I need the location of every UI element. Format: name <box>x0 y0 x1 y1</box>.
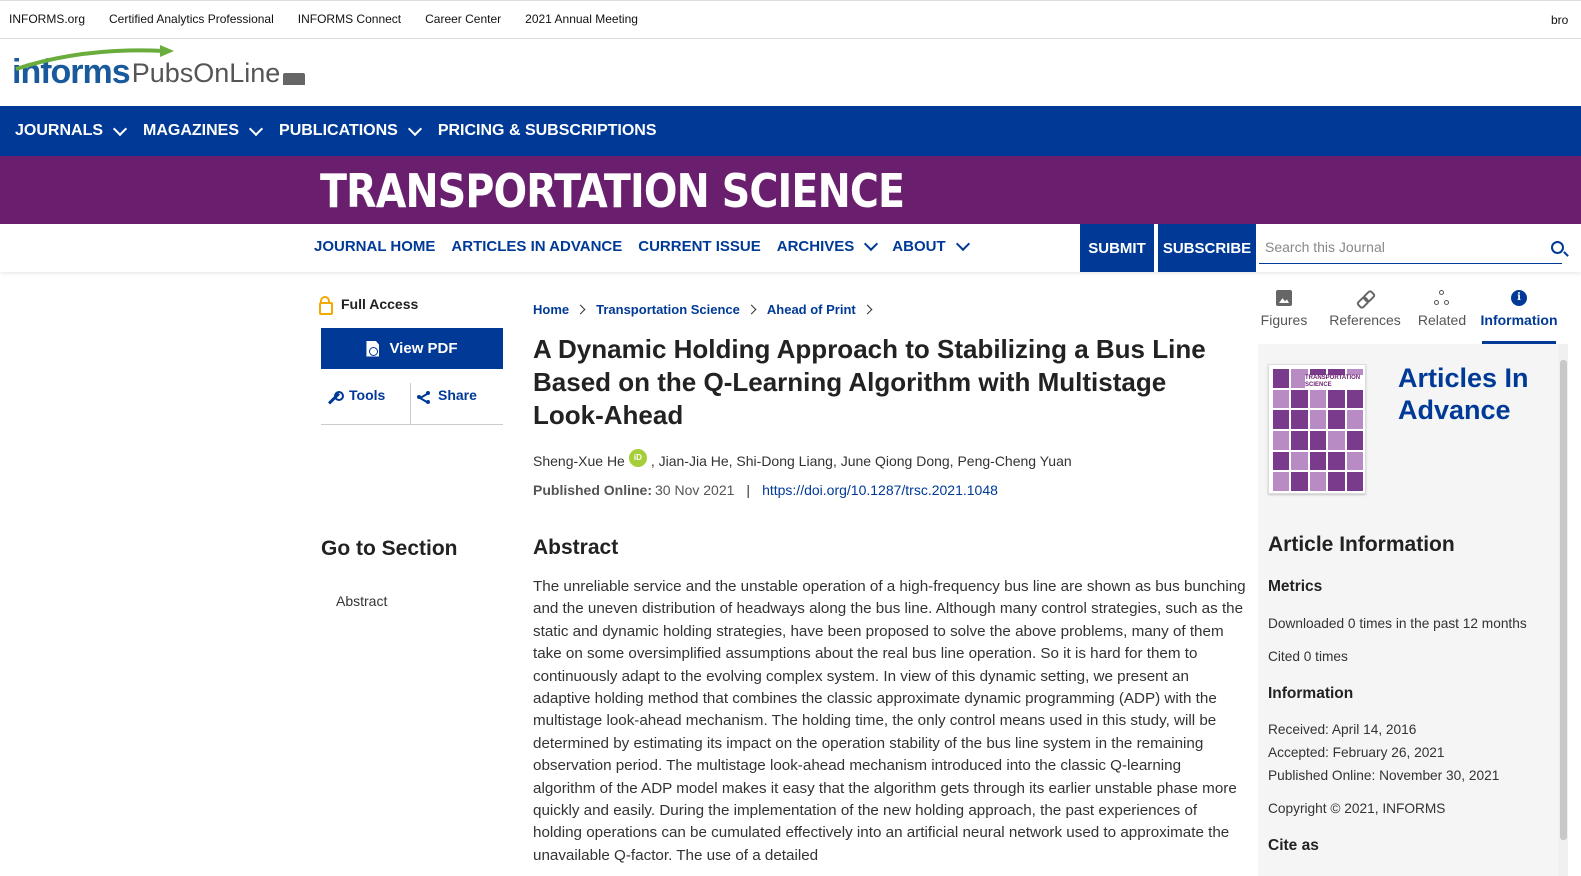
image-icon <box>1276 290 1292 306</box>
author-link[interactable]: Sheng-Xue He <box>533 453 625 469</box>
panel-scroll-thumb[interactable] <box>1560 360 1567 840</box>
access-status <box>319 296 504 312</box>
tab-related-label: Related <box>1417 312 1467 328</box>
abstract-heading: Abstract <box>533 536 619 559</box>
jnav-articles-in-advance-label: ARTICLES IN ADVANCE <box>451 238 623 255</box>
submit-button[interactable]: SUBMIT <box>1080 224 1154 272</box>
metrics-heading: Metrics <box>1268 578 1323 595</box>
jnav-archives[interactable] <box>777 238 877 255</box>
tab-figures[interactable] <box>1258 290 1310 344</box>
search-icon[interactable] <box>1551 241 1564 254</box>
jnav-about-label: ABOUT <box>892 238 946 255</box>
book-icon <box>283 73 305 85</box>
informs-pubsonline-logo[interactable] <box>12 47 305 89</box>
chevron-down-icon <box>956 237 970 251</box>
tab-information-label: Information <box>1480 312 1558 328</box>
published-label: Published Online: <box>533 482 653 498</box>
utility-right-text[interactable]: bro <box>1551 13 1569 27</box>
chevron-right-icon <box>746 305 756 315</box>
accepted-date: Accepted: February 26, 2021 <box>1268 745 1445 760</box>
citation-count: Cited 0 times <box>1268 649 1348 664</box>
information-heading: Information <box>1268 685 1354 702</box>
info-icon: i <box>1511 290 1527 306</box>
main-nav <box>0 106 1581 156</box>
chevron-down-icon <box>864 237 878 251</box>
nav-pricing-label: PRICING & SUBSCRIPTIONS <box>437 122 657 139</box>
nav-magazines[interactable] <box>143 122 261 140</box>
abstract-text: The unreliable service and the unstable operation of a high-frequency bus line are shown as bus bunching and the uneven distribution of headways along the bus line. Although many control strategies, such as the static and dynamic holding strategies, have been proposed to solve the above problems, many of them take on some oversimplified assumptions about the real bus line operation. So it is hard for them to continuously adapt to the evolving complex system. In view of this dynamic setting, we present an adaptive holding method that combines the classic approximate dynamic programming (ADP) with the multistage look-ahead mechanism. The holding time, the only control means used in this study, will be determined by estimating its impact on the operation stability of the bus line system in the remaining observation period. The multistage look-ahead mechanism introduced into the classic Q-learning algorithm of the ADP model makes it easy that the algorithm gets through its earlier unstable phase more quickly and easily. During the implementation of the new holding approach, the past experiences of holding operations can be cumulated effectively into an artificial neural network used to approximate the unavailable Q-factor. The use of a detailed <box>533 578 1246 864</box>
jnav-journal-home-label: JOURNAL HOME <box>314 238 436 255</box>
tab-information[interactable] <box>1482 290 1556 344</box>
utility-link-informs-connect[interactable]: INFORMS Connect <box>297 12 402 26</box>
jnav-current-issue[interactable] <box>638 238 761 255</box>
left-column <box>321 296 504 425</box>
jnav-journal-home[interactable] <box>314 238 435 255</box>
chevron-down-icon <box>408 121 422 135</box>
utility-link-cap[interactable]: Certified Analytics Professional <box>109 12 274 26</box>
chevron-down-icon <box>249 121 263 135</box>
tab-references-label: References <box>1329 312 1401 328</box>
download-count: Downloaded 0 times in the past 12 months <box>1268 616 1527 631</box>
article-main <box>533 302 1245 498</box>
access-label: Full Access <box>341 296 419 312</box>
view-pdf-button[interactable] <box>321 328 503 369</box>
cover-title: TRANSPORTATION SCIENCE <box>1305 375 1365 389</box>
nav-publications-label: PUBLICATIONS <box>279 122 398 139</box>
article-title: A Dynamic Holding Approach to Stabilizing a Bus Line Based on the Q-Learning Algorithm with Multistage Look-Ahead <box>533 334 1206 430</box>
nav-journals[interactable] <box>15 122 125 140</box>
sidebar-tabs <box>1258 290 1558 344</box>
chevron-right-icon <box>862 305 872 315</box>
copyright: Copyright © 2021, INFORMS <box>1268 801 1446 816</box>
utility-link-career-center[interactable]: Career Center <box>425 12 502 26</box>
go-to-abstract-link[interactable]: Abstract <box>336 593 388 609</box>
journal-title[interactable]: TRANSPORTATION SCIENCE <box>320 164 905 218</box>
tab-related[interactable] <box>1416 290 1468 344</box>
view-pdf-label: View PDF <box>389 340 458 357</box>
subscribe-button[interactable]: SUBSCRIBE <box>1158 224 1256 272</box>
top-utility-bar <box>0 0 1581 39</box>
journal-search <box>1259 234 1562 264</box>
breadcrumb <box>533 302 1245 317</box>
other-authors[interactable]: , Jian-Jia He, Shi-Dong Liang, June Qiong Dong, Peng-Cheng Yuan <box>650 453 1072 469</box>
published-date: 30 Nov 2021 <box>655 482 735 498</box>
utility-link-informs-org[interactable]: INFORMS.org <box>9 12 86 26</box>
jnav-articles-in-advance[interactable] <box>451 238 622 255</box>
jnav-about[interactable] <box>892 238 967 255</box>
article-information-heading: Article Information <box>1268 533 1455 556</box>
share-label: Share <box>438 387 477 403</box>
cite-as-heading: Cite as <box>1268 837 1319 854</box>
journal-cover-image[interactable] <box>1268 364 1366 494</box>
link-icon <box>1357 290 1373 306</box>
tools-label: Tools <box>349 387 386 403</box>
journal-nav <box>0 224 1581 272</box>
tab-references[interactable] <box>1326 290 1404 344</box>
nav-magazines-label: MAGAZINES <box>143 122 240 139</box>
nav-journals-label: JOURNALS <box>15 122 104 139</box>
journal-banner <box>0 156 1581 224</box>
author-list <box>533 452 1245 470</box>
breadcrumb-journal[interactable]: Transportation Science <box>596 302 740 317</box>
orcid-icon[interactable]: iD <box>629 449 647 467</box>
share-icon <box>417 391 430 404</box>
utility-link-annual-meeting[interactable]: 2021 Annual Meeting <box>525 12 638 26</box>
network-icon <box>1434 290 1450 306</box>
articles-in-advance-link[interactable]: Articles In Advance <box>1398 363 1529 425</box>
pdf-icon <box>366 341 379 357</box>
published-online-date: Published Online: November 30, 2021 <box>1268 768 1500 783</box>
utility-links <box>9 12 638 26</box>
open-lock-icon <box>319 296 331 312</box>
logo-area <box>0 39 1581 106</box>
chevron-right-icon <box>576 305 586 315</box>
divider: | <box>746 482 751 498</box>
tools-share-row <box>321 383 503 425</box>
breadcrumb-home[interactable]: Home <box>533 302 570 317</box>
wrench-icon <box>327 391 341 405</box>
tools-button[interactable] <box>321 383 411 424</box>
tab-figures-label: Figures <box>1260 312 1308 328</box>
jnav-archives-label: ARCHIVES <box>776 238 855 255</box>
nav-pricing[interactable] <box>438 122 657 140</box>
go-to-section-heading: Go to Section <box>321 537 458 560</box>
logo-swoosh-icon <box>14 45 174 73</box>
publication-info <box>533 482 1245 498</box>
search-input[interactable] <box>1259 234 1539 260</box>
chevron-down-icon <box>113 121 127 135</box>
doi-link[interactable]: https://doi.org/10.1287/trsc.2021.1048 <box>762 482 998 498</box>
jnav-current-issue-label: CURRENT ISSUE <box>638 238 761 255</box>
received-date: Received: April 14, 2016 <box>1268 722 1417 737</box>
logo-product: PubsOnLine <box>131 58 281 88</box>
nav-publications[interactable] <box>279 122 420 140</box>
share-button[interactable] <box>411 383 477 424</box>
logo-brand: informs <box>12 53 130 91</box>
breadcrumb-ahead-of-print[interactable]: Ahead of Print <box>766 302 856 317</box>
